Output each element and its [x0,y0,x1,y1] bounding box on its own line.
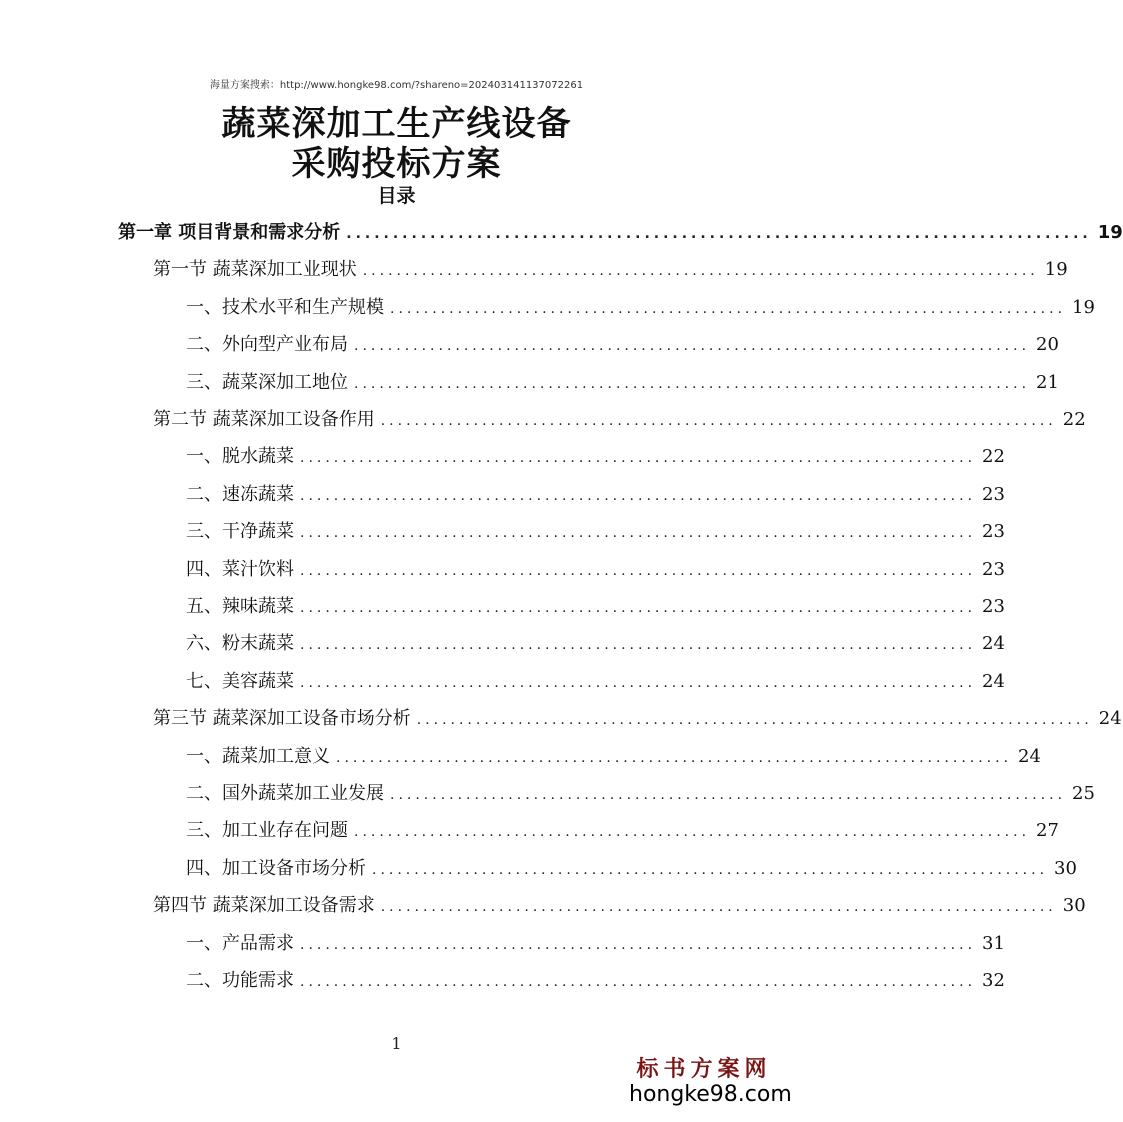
toc-leader-dots: ................................................................................ [416,712,1093,729]
page-number: 1 [391,1034,402,1053]
toc-leader-dots: ................................................................................ [362,263,1039,280]
toc-entry[interactable] [186,588,1005,625]
toc-entry-page: 23 [982,558,1005,580]
toc-leader-dots: ................................................................................ [300,637,977,654]
toc-leader-dots: ................................................................................ [300,487,977,504]
toc-entry-page: 24 [1018,745,1041,767]
document-title-line-2: 采购投标方案 [291,144,502,184]
toc-leader-dots: ................................................................................ [300,450,977,467]
toc-entry-page: 24 [982,670,1005,692]
toc-leader-dots: ................................................................................ [390,787,1067,803]
toc-leader-dots: ................................................................................ [354,338,1031,355]
toc-entry-page: 32 [982,970,1005,991]
toc-entry-label: 三、干净蔬菜 [186,521,294,543]
toc-entry-page: 23 [982,521,1005,543]
toc-entry[interactable] [186,962,1005,999]
toc-entry-label: 六、粉末蔬菜 [186,633,294,655]
toc-entry[interactable] [186,775,1095,812]
toc-entry[interactable] [186,513,1005,550]
toc-entry[interactable] [186,476,1005,513]
toc-entry-page: 21 [1036,371,1059,393]
watermark-cn-text: 标书方案网 [636,1056,772,1082]
toc-entry-label: 二、国外蔬菜加工业发展 [186,783,384,804]
toc-leader-dots: ................................................................................ [300,974,977,990]
toc-leader-dots: ................................................................................ [354,375,1031,392]
toc-entry[interactable] [186,925,1005,962]
toc-leader-dots: ................................................................................ [372,861,1049,878]
toc-entry-page: 27 [1036,820,1059,842]
toc-entry[interactable] [153,700,1122,737]
toc-entry[interactable] [186,812,1059,849]
toc-leader-dots: ................................................................................ [346,226,1092,242]
toc-entry[interactable] [186,625,1005,662]
toc-entry-label: 第二节 蔬菜深加工设备作用 [153,409,375,430]
toc-entry-label: 一、蔬菜加工意义 [186,745,330,767]
toc-entry-page: 20 [1036,334,1059,356]
toc-entry-page: 22 [982,446,1005,468]
toc-entry-label: 第一章 项目背景和需求分析 [118,222,341,243]
toc-entry-page: 30 [1062,895,1086,917]
toc-entry-label: 二、速冻蔬菜 [186,483,294,505]
toc-entry-label: 四、菜汁饮料 [186,558,294,580]
toc-entry-label: 第三节 蔬菜深加工设备市场分析 [153,708,411,730]
toc-entry[interactable] [186,438,1005,475]
toc-entry-label: 一、脱水蔬菜 [186,446,294,468]
toc-entry[interactable] [186,364,1059,401]
toc-leader-dots: ................................................................................ [390,300,1067,317]
toc-entry-label: 三、加工业存在问题 [186,820,348,842]
toc-entry-label: 二、功能需求 [186,970,294,991]
toc-entry-label: 第一节 蔬菜深加工业现状 [153,259,357,281]
toc-entry-page: 23 [982,483,1005,505]
toc-leader-dots: ................................................................................ [300,562,977,579]
toc-entry-label: 二、外向型产业布局 [186,334,348,356]
toc-entry[interactable] [153,887,1086,924]
toc-entry-label: 第四节 蔬菜深加工设备需求 [153,895,375,917]
toc-entry-page: 24 [982,633,1005,655]
toc-entry-page: 19 [1097,222,1123,243]
toc-leader-dots: ................................................................................ [300,525,977,542]
document-title-line-1: 蔬菜深加工生产线设备 [221,104,572,144]
toc-leader-dots: ................................................................................ [336,749,1013,766]
toc-entry[interactable] [153,401,1086,438]
toc-entry-page: 19 [1044,259,1068,281]
toc-entry[interactable] [153,251,1068,288]
watermark-en-text: hongke98.com [629,1082,792,1107]
toc-entry-label: 一、产品需求 [186,932,294,954]
toc-leader-dots: ................................................................................ [380,899,1057,916]
toc-entry[interactable] [186,326,1059,363]
toc-entry[interactable] [186,663,1005,700]
toc-entry[interactable] [186,850,1077,887]
toc-leader-dots: ................................................................................ [354,824,1031,841]
toc-entry[interactable] [186,738,1041,775]
toc-entry-page: 24 [1098,708,1122,730]
toc-entry-page: 31 [982,932,1005,954]
toc-entry[interactable] [118,214,1123,251]
toc-entry-page: 19 [1072,296,1095,318]
toc-leader-dots: ................................................................................ [300,674,977,691]
toc-heading: 目录 [377,185,416,207]
toc-leader-dots: ................................................................................ [380,413,1057,429]
toc-entry-page: 22 [1062,409,1086,430]
toc-entry-page: 25 [1072,783,1095,804]
toc-leader-dots: ................................................................................ [300,600,977,616]
toc-leader-dots: ................................................................................ [300,936,977,953]
toc-entry[interactable] [186,289,1095,326]
toc-entry-label: 三、蔬菜深加工地位 [186,371,348,393]
toc-entry-label: 五、辣味蔬菜 [186,596,294,617]
toc-entry[interactable] [186,551,1005,588]
source-url-note: 海量方案搜索：http://www.hongke98.com/?shareno=20240314113707226​1 [209,80,584,91]
toc-entry-label: 四、加工设备市场分析 [186,857,366,879]
watermark-logo [629,1056,792,1108]
toc-entry-page: 23 [982,596,1005,617]
toc-entry-label: 七、美容蔬菜 [186,670,294,692]
toc-entry-page: 30 [1054,857,1077,879]
toc-entry-label: 一、技术水平和生产规模 [186,296,384,318]
